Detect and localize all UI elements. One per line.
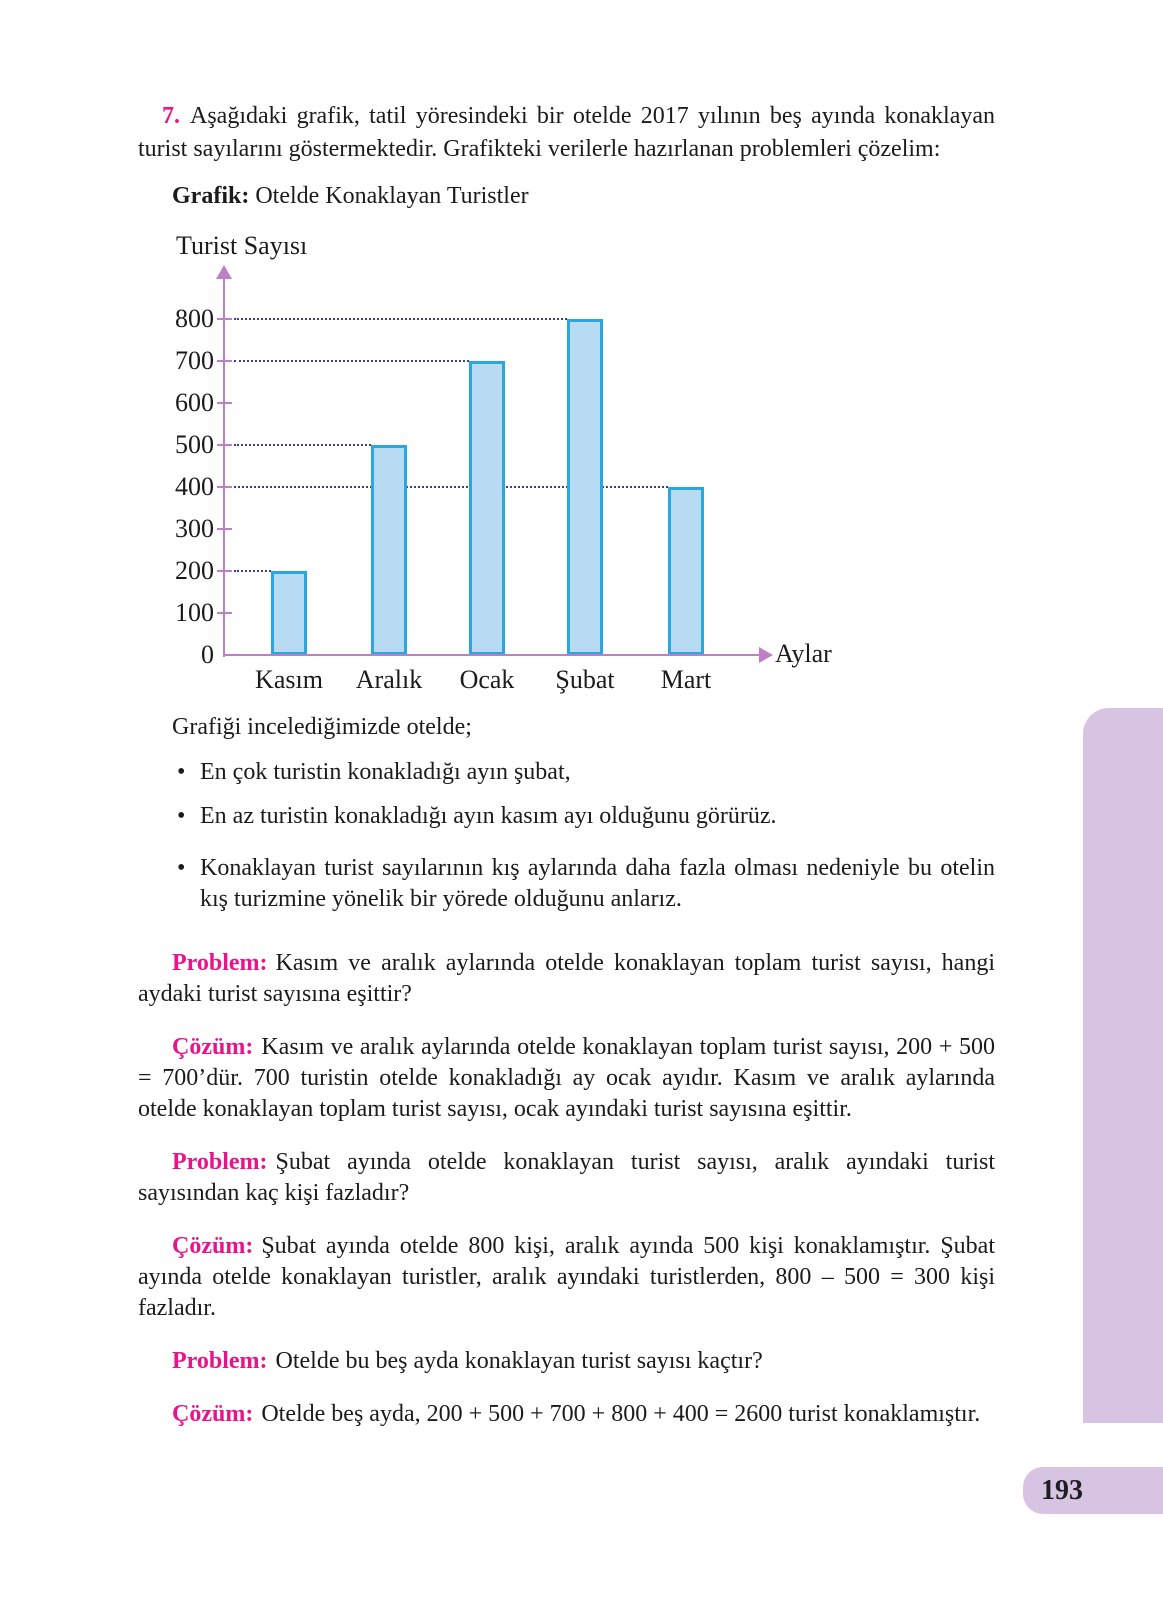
body-text	[138, 712, 995, 1430]
y-axis-arrow-icon	[216, 265, 232, 279]
y-tick-label-0: 0	[201, 640, 214, 669]
guide-line-200	[234, 570, 271, 572]
bar-aralık	[371, 445, 407, 655]
intro-text: Aşağıdaki grafik, tatil yöresindeki bir otelde 2017 yılının beş ayında konaklayan turist sayılarını göstermektedir. Grafikteki verilerle hazırlanan problemleri çözelim:	[138, 103, 995, 162]
bar-chart	[138, 225, 1018, 717]
y-axis-title: Turist Sayısı	[176, 231, 308, 260]
y-tick-label-200: 200	[175, 556, 214, 585]
x-axis-title: Aylar	[775, 639, 832, 668]
y-tick-label-800: 800	[175, 304, 214, 333]
x-category-label: Aralık	[355, 665, 423, 694]
problem-text: Otelde bu beş ayda konaklayan turist sayısı kaçtır?	[275, 1348, 763, 1374]
bar-mart	[668, 487, 704, 655]
solution-paragraph	[138, 1231, 995, 1324]
solution-paragraph	[138, 1399, 995, 1430]
bullet-icon: •	[177, 855, 186, 881]
y-axis-line	[223, 277, 225, 657]
problem-paragraph	[138, 1346, 995, 1377]
x-category-label: Mart	[660, 665, 712, 694]
observation-text: En az turistin konakladığı ayın kasım ayı olduğunu görürüz.	[200, 803, 777, 829]
y-tick-800	[217, 318, 232, 320]
y-tick-label-300: 300	[175, 514, 214, 543]
bullet-icon: •	[177, 759, 186, 785]
guide-line-500	[234, 444, 371, 446]
y-tick-label-100: 100	[175, 598, 214, 627]
bar-ocak	[469, 361, 505, 655]
problem-label: Problem:	[172, 1348, 268, 1374]
solution-text: Otelde beş ayda, 200 + 500 + 700 + 800 + 400 = 2600 turist konaklamıştır.	[261, 1401, 981, 1427]
solution-paragraph	[138, 1032, 995, 1125]
observation-text: En çok turistin konakladığı ayın şubat,	[200, 759, 571, 785]
guide-line-800	[234, 318, 567, 320]
bar-şubat	[567, 319, 603, 655]
x-category-label: Şubat	[555, 665, 615, 694]
guide-line-700	[234, 360, 469, 362]
observations-list	[138, 757, 995, 915]
y-tick-700	[217, 360, 232, 362]
x-axis-line	[223, 654, 761, 656]
x-category-label: Ocak	[459, 665, 515, 694]
page-number: 193	[1041, 1474, 1083, 1506]
observation-item	[177, 757, 995, 788]
y-tick-label-500: 500	[175, 430, 214, 459]
y-tick-500	[217, 444, 232, 446]
observations-heading: Grafiği incelediğimizde otelde;	[172, 714, 472, 740]
problem-text: Şubat ayında otelde konaklayan turist sayısı, aralık ayındaki turist sayısından kaç kişi fazladır?	[138, 1149, 995, 1206]
observation-item	[177, 853, 995, 915]
solution-label: Çözüm:	[172, 1401, 254, 1427]
exercise-number: 7.	[162, 103, 180, 129]
observation-item	[177, 801, 995, 832]
y-tick-400	[217, 486, 232, 488]
page-number-badge	[1023, 1467, 1163, 1514]
y-tick-label-600: 600	[175, 388, 214, 417]
x-category-label: Kasım	[255, 665, 323, 694]
y-tick-label-700: 700	[175, 346, 214, 375]
solution-label: Çözüm:	[172, 1034, 254, 1060]
problem-paragraph	[138, 948, 995, 1010]
problem-text: Kasım ve aralık aylarında otelde konaklayan toplam turist sayısı, hangi aydaki turist sayısına eşittir?	[138, 950, 995, 1007]
solution-text: Şubat ayında otelde 800 kişi, aralık ayında 500 kişi konaklamıştır. Şubat ayında otelde konaklayan turistler, aralık ayındaki turistlerden, 800 – 500 = 300 kişi fazladır.	[138, 1233, 995, 1321]
y-tick-label-400: 400	[175, 472, 214, 501]
bullet-icon: •	[177, 803, 186, 829]
solution-label: Çözüm:	[172, 1233, 254, 1259]
y-tick-300	[217, 528, 232, 530]
solution-text: Kasım ve aralık aylarında otelde konaklayan toplam turist sayısı, 200 + 500 = 700’dür. 700 turistin otelde konakladığı ay ocak ayıdır. Kasım ve aralık aylarında otelde konaklayan toplam turist sayısı, ocak ayındaki turist sayısına eşittir.	[138, 1034, 995, 1122]
y-tick-200	[217, 570, 232, 572]
bar-kasım	[271, 571, 307, 655]
y-tick-600	[217, 402, 232, 404]
problem-paragraph	[138, 1147, 995, 1209]
observation-text: Konaklayan turist sayılarının kış aylarında daha fazla olması nedeniyle bu otelin kış turizmine yönelik bir yörede olduğunu anlarız.	[200, 855, 995, 912]
graph-caption	[138, 181, 995, 212]
decorative-side-bar	[1083, 708, 1163, 1423]
problem-label: Problem:	[172, 1149, 268, 1175]
graph-caption-text: Otelde Konaklayan Turistler	[249, 183, 529, 209]
y-tick-100	[217, 612, 232, 614]
intro-paragraph	[138, 100, 995, 166]
problem-label: Problem:	[172, 950, 268, 976]
x-axis-arrow-icon	[759, 647, 773, 663]
graph-caption-label: Grafik:	[172, 183, 250, 209]
